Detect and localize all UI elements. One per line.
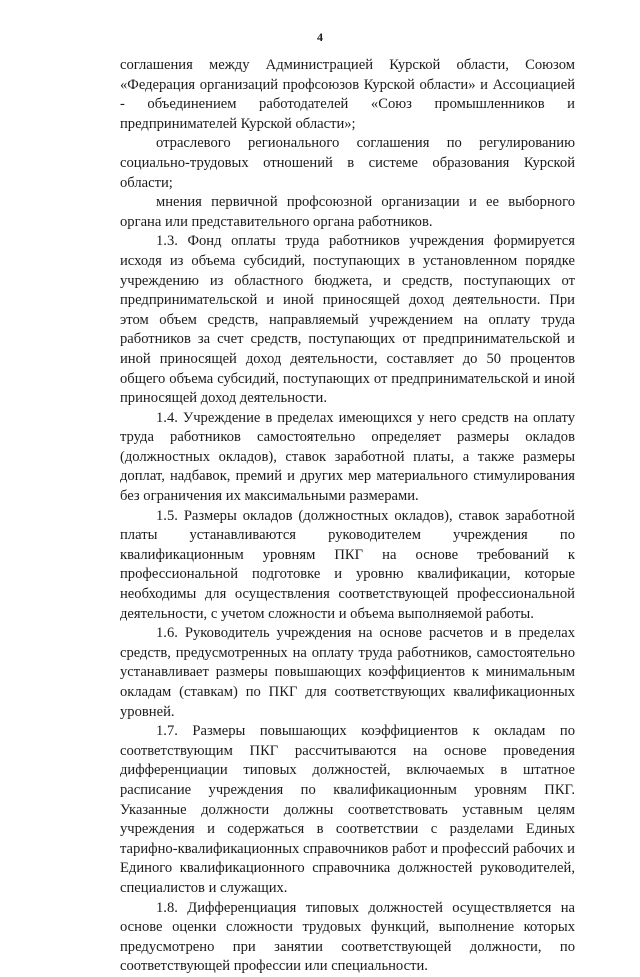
paragraph-1-8: 1.8. Дифференциация типовых должностей осуществляется на основе оценки сложности трудовых функций, выполнение которых предусмотрено при занятии соответствующей должности, по соответствующей профессии или специальности. [120,899,575,975]
paragraph-1-7: 1.7. Размеры повышающих коэффициентов к окладам по соответствующим ПКГ рассчитываются на основе проведения дифференциации типовых должностей, включаемых в штатное расписание учреждения по квалификационным уровням ПКГ. Указанные должности должны соответствовать уставным целям учреждения и содержаться в соответствии с разделами Единых тарифно-квалификационных справочников работ и профессий рабочих и Единого квалификационного справочника должностей руководителей, специалистов и служащих. [120,723,575,896]
paragraph-1-3: 1.3. Фонд оплаты труда работников учреждения формируется исходя из объема субсидий, поступающих в установленном порядке учреждению из областного бюджета, и средств, поступающих от предпринимательской и иной приносящей доход деятельности. При этом объем средств, направляемый учреждением на оплату труда работников за счет средств, поступающих от предпринимательской и иной приносящей доход деятельности, составляет до 50 процентов общего объема субсидий, поступающих от предпринимательской и иной приносящей доход деятельности. [120,233,575,407]
page-number: 4 [317,30,323,44]
paragraph-1-5: 1.5. Размеры окладов (должностных окладов), ставок заработной платы устанавливаются руководителем учреждения по квалификационным уровням ПКГ на основе требований к профессиональной подготовке и уровню квалификации, которые необходимы для осуществления соответствующей профессиональной деятельности, с учетом сложности и объема выполняемой работы. [120,507,575,622]
paragraph-union-opinion: мнения первичной профсоюзной организации и ее выборного органа или представительного органа работников. [120,194,575,230]
paragraph-sectoral-agreement: отраслевого регионального соглашения по регулированию социально-трудовых отношений в системе образования Курской области; [120,135,575,191]
paragraph-agreement-administration: соглашения между Администрацией Курской области, Союзом «Федерация организаций профсоюзов Курской области» и Ассоциацией - объединением работодателей «Союз промышленников и предпринимателей Курской области»; [120,57,575,132]
paragraph-1-6: 1.6. Руководитель учреждения на основе расчетов и в пределах средств, предусмотренных на оплату труда работников, самостоятельно устанавливает размеры повышающих коэффициентов к минимальным окладам (ставкам) по ПКГ для соответствующих квалификационных уровней. [120,625,575,720]
document-body [120,56,575,977]
paragraph-1-4: 1.4. Учреждение в пределах имеющихся у него средств на оплату труда работников самостоятельно определяет размеры окладов (должностных окладов), ставок заработной платы, а также размеры доплат, надбавок, премий и других мер материального стимулирования без ограничения их максимальными размерами. [120,409,575,505]
